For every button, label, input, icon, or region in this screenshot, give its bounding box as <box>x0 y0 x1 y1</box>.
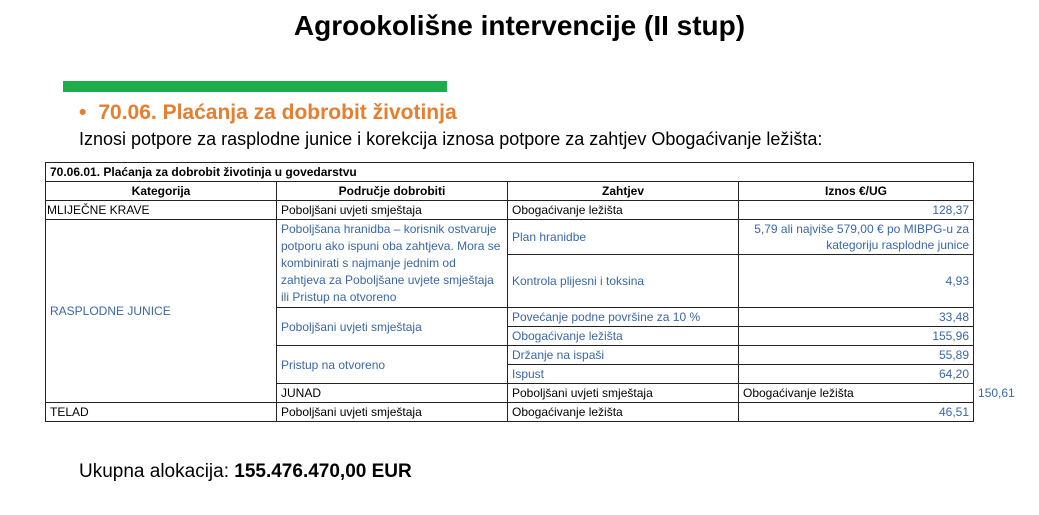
category-cell: JUNAD <box>277 384 508 403</box>
area-cell: Pristup na otvoreno <box>277 346 508 384</box>
column-header: Iznos €/UG <box>739 182 974 201</box>
subtitle: Iznosi potpore za rasplodne junice i korekcija iznosa potpore za zahtjev Obogaćivanje ležišta: <box>79 129 823 149</box>
category-cell: TELAD <box>46 403 277 422</box>
table-caption-row <box>46 163 974 182</box>
column-header: Zahtjev <box>508 182 739 201</box>
table-caption: 70.06.01. Plaćanja za dobrobit životinja u govedarstvu <box>46 163 974 182</box>
section-heading-text: 70.06. Plaćanja za dobrobit životinja <box>98 101 457 124</box>
area-cell: Poboljšani uvjeti smještaja <box>508 384 739 403</box>
bullet-icon: • <box>79 101 87 124</box>
category-cell: RASPLODNE JUNICE <box>46 220 277 403</box>
area-cell: Poboljšana hranidba – korisnik ostvaruje potporu ako ispuni oba zahtjeva. Mora se kombinirati s najmanje jednim od zahtjeva za Poboljšane uvjete smještaja ili Pristup na otvoreno <box>277 220 508 308</box>
requirement-cell: Kontrola plijesni i toksina <box>508 255 739 308</box>
total-allocation <box>79 461 412 483</box>
section-heading <box>79 101 457 125</box>
amount-cell: 128,37 <box>739 201 974 220</box>
amount-cell: 4,93 <box>739 255 974 308</box>
requirement-cell: Ispust <box>508 365 739 384</box>
table-row <box>46 220 974 255</box>
table-header-row <box>46 182 974 201</box>
payments-table <box>45 162 1015 422</box>
table-row <box>46 403 974 422</box>
requirement-cell: Obogaćivanje ležišta <box>739 384 974 403</box>
area-cell: Poboljšani uvjeti smještaja <box>277 308 508 346</box>
requirement-cell: Držanje na ispaši <box>508 346 739 365</box>
table-row: JUNAD Poboljšani uvjeti smještaja Obogaćivanje ležišta 150,61 <box>46 384 974 403</box>
amount-cell: 64,20 <box>739 365 974 384</box>
amount-cell: 55,89 <box>739 346 974 365</box>
category-cell: MLIJEČNE KRAVE <box>46 201 277 220</box>
column-header: Područje dobrobiti <box>277 182 508 201</box>
amount-cell: 5,79 ali najviše 579,00 € po MIBPG-u za kategoriju rasplodne junice <box>739 220 974 255</box>
amount-cell: 155,96 <box>739 327 974 346</box>
green-accent-bar <box>63 81 447 92</box>
requirement-cell: Povećanje podne površine za 10 % <box>508 308 739 327</box>
table-row <box>46 201 974 220</box>
area-cell: Poboljšani uvjeti smještaja <box>277 403 508 422</box>
amount-cell: 33,48 <box>739 308 974 327</box>
area-cell: Poboljšani uvjeti smještaja <box>277 201 508 220</box>
column-header: Kategorija <box>46 182 277 201</box>
page-title: Agrookolišne intervencije (II stup) <box>293 10 746 41</box>
total-label: Ukupna alokacija: <box>79 461 235 482</box>
requirement-cell: Obogaćivanje ležišta <box>508 403 739 422</box>
requirement-cell: Obogaćivanje ležišta <box>508 327 739 346</box>
amount-cell: 46,51 <box>739 403 974 422</box>
requirement-cell: Plan hranidbe <box>508 220 739 255</box>
requirement-cell: Obogaćivanje ležišta <box>508 201 739 220</box>
total-value: 155.476.470,00 EUR <box>234 461 412 482</box>
